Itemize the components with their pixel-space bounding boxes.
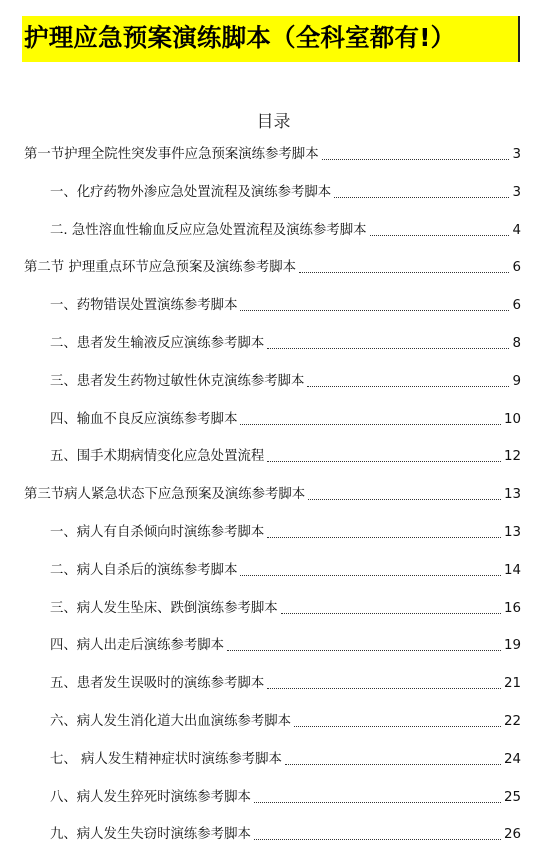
toc-entry-label: 三、病人发生坠床、跌倒演练参考脚本 bbox=[50, 600, 278, 616]
toc-entry-label: 一、药物错误处置演练参考脚本 bbox=[50, 298, 238, 314]
toc-dot-leader bbox=[322, 159, 510, 160]
toc-dot-leader bbox=[240, 575, 500, 576]
toc-subsection-entry[interactable] bbox=[50, 783, 521, 807]
toc-page-number: 26 bbox=[503, 827, 521, 843]
toc-entry-label: 四、输血不良反应演练参考脚本 bbox=[50, 411, 238, 427]
toc-entry-label: 六、病人发生消化道大出血演练参考脚本 bbox=[50, 714, 292, 729]
toc-subsection-entry[interactable] bbox=[50, 631, 521, 655]
toc-dot-leader bbox=[370, 235, 510, 236]
toc-dot-leader bbox=[267, 461, 501, 462]
toc-page-number: 13 bbox=[503, 525, 521, 540]
toc-subsection-entry[interactable] bbox=[50, 329, 521, 353]
toc-page-number: 3 bbox=[512, 184, 521, 200]
toc-subsection-entry[interactable] bbox=[50, 518, 521, 542]
toc-page-number: 13 bbox=[503, 487, 521, 503]
toc-page-number: 4 bbox=[512, 222, 521, 238]
toc-dot-leader bbox=[281, 613, 501, 614]
toc-dot-leader bbox=[240, 424, 500, 425]
title-banner bbox=[22, 16, 520, 62]
toc-dot-leader bbox=[334, 197, 509, 198]
toc-page-number: 10 bbox=[503, 411, 521, 427]
toc-heading: 目录 bbox=[256, 112, 291, 132]
toc-dot-leader bbox=[294, 726, 501, 727]
toc-entry-label: 五、患者发生误吸时的演练参考脚本 bbox=[50, 676, 265, 692]
toc-entry-label: 第三节病人紧急状态下应急预案及演练参考脚本 bbox=[24, 487, 306, 503]
toc-page-number: 19 bbox=[503, 638, 521, 654]
toc-section-entry[interactable] bbox=[24, 253, 521, 277]
toc-page-number: 24 bbox=[503, 751, 521, 767]
toc-subsection-entry[interactable] bbox=[50, 367, 521, 391]
toc-page-number: 3 bbox=[512, 147, 521, 162]
toc-subsection-entry[interactable] bbox=[50, 405, 521, 429]
toc-page-number: 22 bbox=[503, 714, 521, 729]
toc-entry-label: 七、 病人发生精神症状时演练参考脚本 bbox=[50, 751, 282, 767]
toc-dot-leader bbox=[267, 348, 509, 349]
toc-entry-label: 第二节 护理重点环节应急预案及演练参考脚本 bbox=[24, 260, 297, 276]
toc-dot-leader bbox=[307, 386, 509, 387]
toc-subsection-entry[interactable] bbox=[50, 707, 521, 731]
toc-page-number: 6 bbox=[512, 260, 521, 276]
document-title: 护理应急预案演练脚本（全科室都有!） bbox=[24, 23, 456, 52]
toc-subsection-entry[interactable] bbox=[50, 291, 521, 315]
toc-page-number: 14 bbox=[503, 562, 521, 578]
toc-page-number: 16 bbox=[503, 600, 521, 616]
toc-entry-label: 四、病人出走后演练参考脚本 bbox=[50, 638, 225, 654]
toc-subsection-entry[interactable] bbox=[50, 178, 521, 202]
toc-entry-label: 二、患者发生输液反应演练参考脚本 bbox=[50, 336, 265, 351]
toc-entry-label: 三、患者发生药物过敏性休克演练参考脚本 bbox=[50, 373, 305, 389]
toc-entry-label: 第一节护理全院性突发事件应急预案演练参考脚本 bbox=[24, 147, 319, 162]
toc-dot-leader bbox=[240, 310, 509, 311]
toc-subsection-entry[interactable] bbox=[50, 669, 521, 693]
toc-entry-label: 二、病人自杀后的演练参考脚本 bbox=[50, 562, 238, 578]
toc-page-number: 12 bbox=[503, 449, 521, 465]
toc-entry-label: 九、病人发生失窃时演练参考脚本 bbox=[50, 827, 251, 843]
toc-entry-label: 八、病人发生猝死时演练参考脚本 bbox=[50, 789, 251, 805]
toc-subsection-entry[interactable] bbox=[50, 594, 521, 618]
toc-subsection-entry[interactable] bbox=[50, 820, 521, 844]
toc-dot-leader bbox=[267, 537, 501, 538]
toc-section-entry[interactable] bbox=[24, 480, 521, 504]
toc-dot-leader bbox=[254, 802, 501, 803]
toc-section-entry[interactable] bbox=[24, 140, 521, 164]
toc-page-number: 21 bbox=[503, 676, 521, 692]
toc-dot-leader bbox=[267, 688, 501, 689]
toc-entry-label: 五、围手术期病情变化应急处置流程 bbox=[50, 449, 265, 465]
toc-subsection-entry[interactable] bbox=[50, 216, 521, 240]
toc-page-number: 25 bbox=[503, 789, 521, 805]
toc-entry-label: 一、病人有自杀倾向时演练参考脚本 bbox=[50, 525, 265, 540]
toc-page-number: 8 bbox=[512, 336, 521, 351]
toc-entry-label: 二. 急性溶血性输血反应应急处置流程及演练参考脚本 bbox=[50, 222, 367, 238]
toc-subsection-entry[interactable] bbox=[50, 442, 521, 466]
toc-subsection-entry[interactable] bbox=[50, 556, 521, 580]
toc-page-number: 9 bbox=[512, 373, 521, 389]
toc-subsection-entry[interactable] bbox=[50, 745, 521, 769]
toc-dot-leader bbox=[308, 499, 501, 500]
toc-dot-leader bbox=[254, 839, 501, 840]
toc-page-number: 6 bbox=[512, 298, 521, 314]
toc-dot-leader bbox=[285, 764, 501, 765]
toc-entry-label: 一、化疗药物外渗应急处置流程及演练参考脚本 bbox=[50, 184, 332, 200]
toc-dot-leader bbox=[299, 272, 509, 273]
toc-dot-leader bbox=[227, 650, 501, 651]
